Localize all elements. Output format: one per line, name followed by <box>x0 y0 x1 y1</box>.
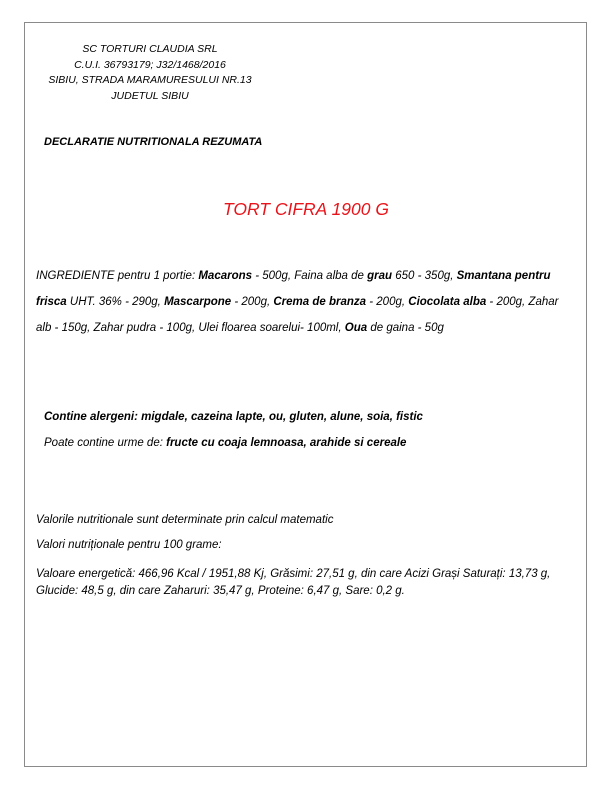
product-title: TORT CIFRA 1900 G <box>223 199 389 219</box>
traces-label: Poate contine urme de: <box>44 437 167 449</box>
ingredient-frisca: frisca <box>36 296 67 308</box>
ingredient-ciocolata-qty: - 200g, Zahar <box>486 296 559 308</box>
ingredients-line-3 <box>36 315 581 341</box>
company-header <box>40 42 260 104</box>
ingredient-crema: Crema de branza <box>273 296 367 308</box>
ingredient-frisca-qty: UHT. 36% - 290g, <box>66 296 165 308</box>
ingredient-grau-qty: 650 - 350g, <box>392 270 457 282</box>
ingredient-grau: grau <box>367 270 393 282</box>
ingredient-oua: Oua <box>344 322 368 334</box>
ingredients-line-2 <box>36 289 581 315</box>
ingredient-oua-qty: de gaina - 50g <box>367 322 444 334</box>
nutrition-line-1: Valoare energetică: 466,96 Kcal / 1951,88 Kj, Grăsimi: 27,51 g, din care Acizi Grași Saturați: 13,73 g, <box>36 568 551 580</box>
ingredients-line-3-text: alb - 150g, Zahar pudra - 100g, Ulei floarea soarelui- 100ml, <box>36 322 345 334</box>
nutrition-values <box>36 566 581 600</box>
nutrition-method: Valorile nutritionale sunt determinate prin calcul matematic <box>36 514 334 526</box>
ingredients-line-1 <box>36 263 581 289</box>
company-name: SC TORTURI CLAUDIA SRL <box>82 43 218 55</box>
page-border <box>24 22 587 767</box>
company-county: JUDETUL SIBIU <box>111 89 189 102</box>
traces-statement <box>44 437 406 449</box>
company-address: SIBIU, STRADA MARAMURESULUI NR.13 <box>48 74 252 86</box>
ingredient-mascarpone-qty: - 200g, <box>231 296 274 308</box>
ingredient-macarons: Macarons <box>198 270 253 282</box>
allergens-statement: Contine alergeni: migdale, cazeina lapte, ou, gluten, alune, soia, fistic <box>44 411 423 423</box>
ingredient-crema-qty: - 200g, <box>366 296 409 308</box>
declaration-title: DECLARATIE NUTRITIONALA REZUMATA <box>44 136 263 148</box>
ingredient-macarons-qty: - 500g, Faina alba de <box>252 270 368 282</box>
nutrition-line-2: Glucide: 48,5 g, din care Zaharuri: 35,47 g, Proteine: 6,47 g, Sare: 0,2 g. <box>36 585 405 597</box>
company-registration: C.U.I. 36793179; J32/1468/2016 <box>74 58 226 71</box>
ingredients-paragraph <box>36 263 581 341</box>
ingredient-smantana: Smantana pentru <box>456 270 551 282</box>
traces-value: fructe cu coaja lemnoasa, arahide si cereale <box>166 437 407 449</box>
nutrition-per-100g: Valori nutriționale pentru 100 grame: <box>36 539 222 551</box>
ingredient-ciocolata: Ciocolata alba <box>408 296 487 308</box>
ingredient-mascarpone: Mascarpone <box>164 296 232 308</box>
ingredients-intro: INGREDIENTE pentru 1 portie: <box>36 270 199 282</box>
